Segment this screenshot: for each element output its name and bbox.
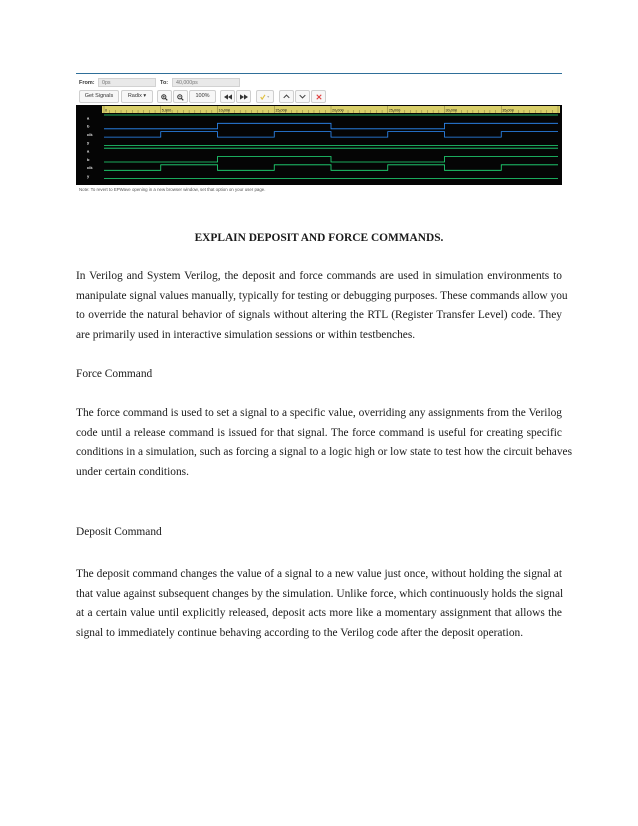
- waveform-viewer[interactable]: [76, 105, 562, 185]
- clear-button[interactable]: [311, 90, 326, 103]
- document-title: EXPLAIN DEPOSIT AND FORCE COMMANDS.: [194, 232, 444, 244]
- paragraph-line: are primarily used in interactive simulation sessions or within testbenches.: [76, 328, 416, 341]
- paragraph-line: under certain conditions.: [76, 465, 189, 478]
- paragraph-line: code until a release command is issued for that signal. The force command is useful for creating specific: [76, 426, 562, 439]
- signal-name: a: [87, 148, 90, 154]
- paragraph-line: manipulate signal values manually, typically for testing or debugging purposes. These commands allow you: [76, 289, 568, 302]
- from-label: From:: [79, 80, 95, 86]
- zoom-level-field[interactable]: 100%: [189, 90, 216, 103]
- paragraph-line: conditions in a simulation, such as forcing a signal to a logic high or low state to test how the circuit behaves: [76, 446, 573, 459]
- time-tick-label: 0: [105, 108, 108, 113]
- epwave-note: Note: To revert to EPWave opening in a new browser window, set that option on your user page.: [79, 187, 266, 192]
- next-edge-button[interactable]: [295, 90, 310, 103]
- signal-name: clk: [87, 131, 93, 137]
- previous-edge-button[interactable]: [279, 90, 294, 103]
- chevron-down-icon: [299, 94, 306, 99]
- time-tick-label: 15,000: [275, 108, 287, 113]
- zoom-in-icon: [161, 94, 168, 101]
- fast-forward-icon: [240, 94, 248, 100]
- zoom-out-icon: [177, 94, 184, 101]
- zoom-in-button[interactable]: [157, 90, 172, 103]
- paragraph-line: to override the natural behavior of signals without altering the RTL (Register Transfer Level) code. They: [76, 309, 562, 322]
- force-paragraph: [76, 404, 573, 482]
- jump-start-button[interactable]: [220, 90, 235, 103]
- time-tick-label: 20,000: [332, 108, 344, 113]
- paragraph-line: The force command is used to set a signal to a specific value, overriding any assignments from the Verilog: [76, 407, 562, 419]
- rewind-icon: [224, 94, 232, 100]
- close-icon: [316, 94, 322, 100]
- paragraph-line: at a certain value until explicitly released, deposit acts more like a momentary assignment that allows the: [76, 607, 562, 620]
- time-tick-label: 5,000: [161, 108, 172, 113]
- signal-name: b: [87, 123, 90, 129]
- signal-name: y: [87, 140, 90, 146]
- time-tick-label: 10,000: [218, 108, 231, 113]
- epwave-screenshot: [76, 73, 562, 198]
- jump-end-button[interactable]: [236, 90, 251, 103]
- paragraph-line: that value against subsequent changes by the simulation. Unlike force, which continuously holds the signal: [76, 587, 564, 600]
- zoom-out-button[interactable]: [173, 90, 188, 103]
- force-command-heading: Force Command: [76, 368, 153, 380]
- paragraph-line: In Verilog and System Verilog, the deposit and force commands are used in simulation environments to: [76, 270, 562, 282]
- time-tick-label: 30,000: [445, 108, 458, 113]
- chevron-up-icon: [283, 94, 290, 99]
- time-tick-label: 35,000: [502, 108, 514, 113]
- marker-button[interactable]: [256, 90, 274, 103]
- radix-dropdown[interactable]: Radix ▾: [121, 90, 153, 103]
- to-label: To:: [160, 80, 169, 86]
- get-signals-button[interactable]: Get Signals: [79, 90, 119, 103]
- top-divider: [76, 73, 562, 74]
- epwave-toolbar: [79, 90, 559, 103]
- to-input[interactable]: 40,000ps: [172, 78, 240, 87]
- paragraph-line: The deposit command changes the value of a signal to a new value just once, without holding the signal at: [76, 568, 562, 580]
- deposit-paragraph: [76, 565, 562, 643]
- time-range-row: [76, 77, 562, 89]
- paragraph-line: signal to immediately continue behaving according to the Verilog code after the deposit operation.: [76, 626, 524, 639]
- signal-name: clk: [87, 165, 93, 171]
- time-tick-label: 25,000: [388, 108, 401, 113]
- signal-name: y: [87, 173, 90, 179]
- signal-name: a: [87, 115, 90, 121]
- waveform-canvas: [76, 105, 562, 185]
- signal-name: b: [87, 156, 90, 162]
- check-marker-icon: [260, 94, 270, 100]
- deposit-command-heading: Deposit Command: [76, 526, 162, 538]
- from-input[interactable]: 0ps: [98, 78, 156, 87]
- intro-paragraph: [76, 267, 568, 345]
